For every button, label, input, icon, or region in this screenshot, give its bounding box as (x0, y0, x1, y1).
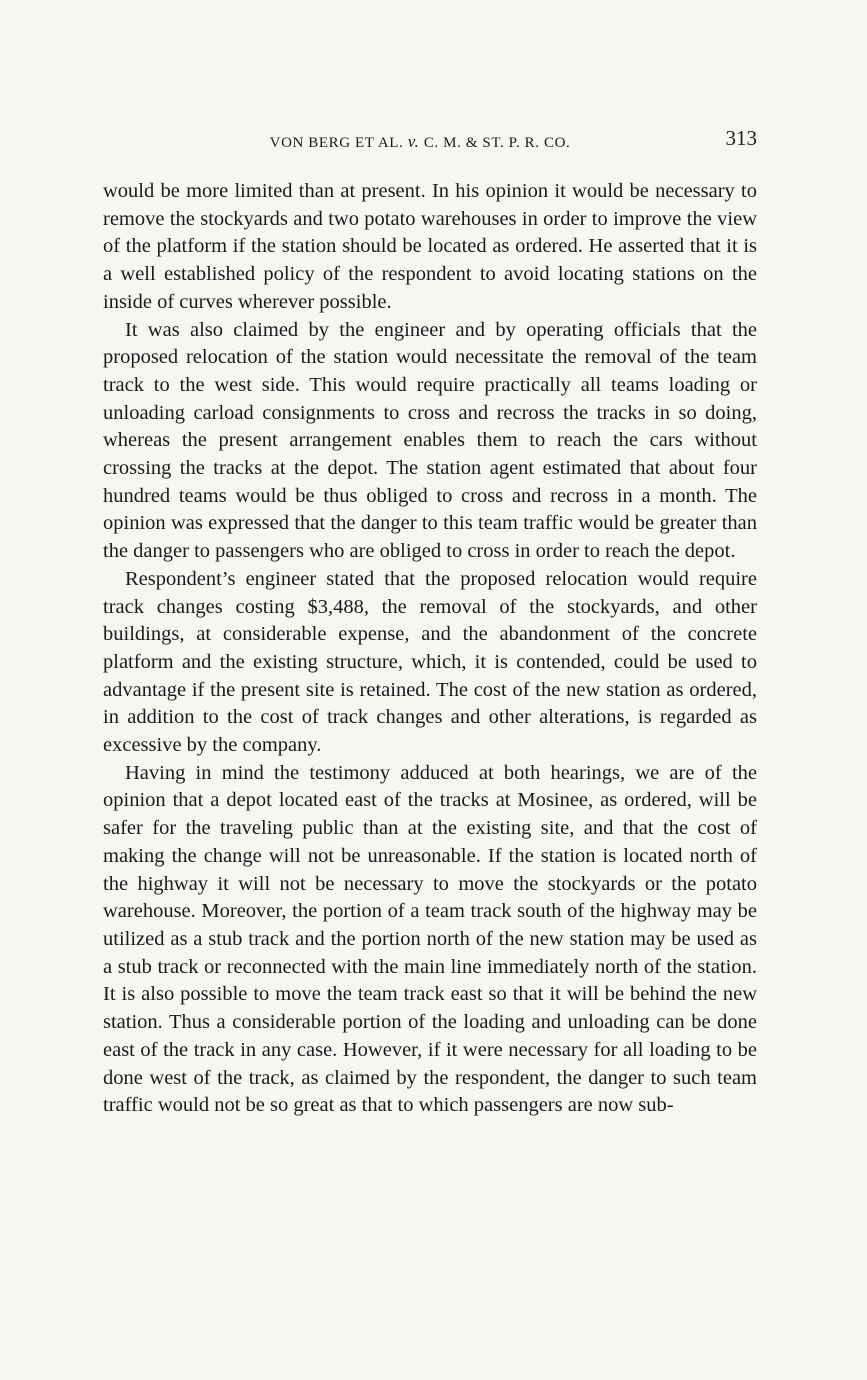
document-page (103, 126, 757, 1120)
running-title-railroad: C. M. & ST. P. R. CO. (423, 135, 571, 151)
paragraph-opinion: Having in mind the testimony adduced at both hearings, we are of the opinion that a depot located east of the tracks at Mosinee, as ordered, will be safer for the traveling public than at the existing site, and that the cost of making the change will not be unreasonable. If the station is located north of the highway it will not be necessary to move the stockyards or the potato warehouse. Moreover, the portion of a team track south of the highway may be utilized as a stub track and the portion north of the new station may be used as a stub track or reconnected with the main line immediately north of the station. It is also possible to move the team track east so that it will be behind the new station. Thus a considerable portion of the loading and unloading can be done east of the track in any case. However, if it were necessary for all loading to be done west of the track, as claimed by the respondent, the danger to such team traffic would not be so great as that to which passengers are now sub- (103, 761, 757, 1117)
paragraph-team-track: It was also claimed by the engineer and by operating officials that the proposed relocation of the station would necessitate the removal of the team track to the west side. This would require practically all teams loading or unloading carload consignments to cross and recross the tracks in so doing, whereas the present arrangement enables them to reach the cars without crossing the tracks at the depot. The station agent estimated that about four hundred teams would be thus obliged to cross and recross in a month. The opinion was expressed that the danger to this team traffic would be greater than the danger to passengers who are obliged to cross in order to reach the depot. (103, 318, 757, 563)
running-title-parties: VON BERG ET AL. (269, 135, 404, 151)
body-text (103, 178, 757, 1120)
page-number: 313 (725, 126, 757, 150)
running-title-versus: v. (407, 132, 420, 151)
paragraph-track-changes-cost: Respondent’s engineer stated that the proposed relocation would require track changes costing $3,488, the removal of the stockyards, and other buildings, at considerable expense, and the abandonment of the concrete platform and the existing structure, which, it is contended, could be used to advantage if the present site is retained. The cost of the new station as ordered, in addition to the cost of track changes and other alterations, is regarded as excessive by the company. (103, 567, 757, 757)
running-head (103, 126, 757, 156)
running-title (103, 132, 697, 152)
paragraph-continued: would be more limited than at present. In his opinion it would be necessary to remove the stockyards and two potato warehouses in order to improve the view of the platform if the station should be located as ordered. He asserted that it is a well established policy of the respondent to avoid locating stations on the inside of curves wherever possible. (103, 180, 757, 313)
